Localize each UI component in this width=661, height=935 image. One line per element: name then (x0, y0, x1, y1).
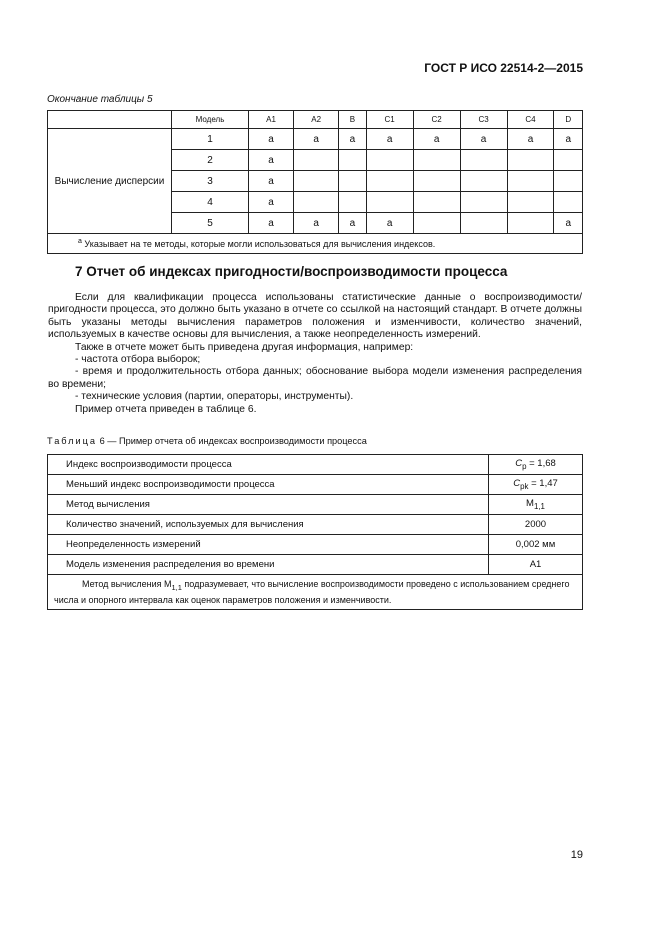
table-cell: a (507, 129, 554, 150)
table6-label: Неопределенность измерений (48, 535, 489, 555)
table-cell: a (366, 213, 413, 234)
table5-continuation-caption: Окончание таблицы 5 (47, 94, 153, 105)
table6-caption-word: Таблица (47, 436, 98, 446)
table-cell (460, 171, 507, 192)
table-cell (339, 192, 366, 213)
table-cell (366, 171, 413, 192)
table6-value: $M_{1,1}$ (489, 495, 583, 515)
table5-model-cell: 3 (172, 171, 249, 192)
table5-column-header: D (554, 111, 583, 129)
table6-value: 0,002 мм (489, 535, 583, 555)
table-cell (507, 150, 554, 171)
table-cell: a (249, 213, 294, 234)
table-cell (413, 171, 460, 192)
document-header: ГОСТ Р ИСО 22514-2—2015 (424, 61, 583, 75)
table-cell (460, 192, 507, 213)
table6-value: A1 (489, 555, 583, 575)
table6-label: Индекс воспроизводимости процесса (48, 455, 489, 475)
table-cell: a (294, 213, 339, 234)
table-cell (460, 150, 507, 171)
table-cell: a (249, 192, 294, 213)
table5-column-header: A2 (294, 111, 339, 129)
table6-note-row (48, 575, 583, 610)
table-cell (339, 171, 366, 192)
table-row (48, 555, 583, 575)
table6-value: $C_p = 1,68$ (489, 455, 583, 475)
table-cell (554, 192, 583, 213)
table-cell (294, 150, 339, 171)
table-row (48, 455, 583, 475)
table-5 (47, 110, 583, 254)
table6-note: Метод вычисления $M_{1,1}$ подразумевает, что вычисление воспроизводимости проведено с использованием среднего числа и опорного интервала как оценок параметров положения и изменчивости. (48, 575, 583, 610)
list-item: - технические условия (партии, операторы, инструменты). (75, 391, 354, 403)
table5-row-label: Вычисление дисперсии (48, 129, 172, 234)
table-cell (507, 171, 554, 192)
table-cell (366, 150, 413, 171)
table-cell (413, 213, 460, 234)
table-row (48, 129, 583, 150)
table-cell (507, 192, 554, 213)
table6-value: 2000 (489, 515, 583, 535)
table-cell (413, 192, 460, 213)
table-6 (47, 454, 583, 610)
footnote-mark: a (78, 238, 82, 245)
table-cell (554, 150, 583, 171)
table-cell (294, 171, 339, 192)
section-7-paragraph-1: Если для квалификации процесса использованы статистические данные о воспроизводимости/пригодности процесса, это должно быть указано в отчете со ссылкой на настоящий стандарт. В отчете должны быть указаны методы вычисления параметров положения и изменчивости, количество значений, используемых в качестве основы для вычисления, а также неопределенность измерений. (48, 292, 582, 341)
table-cell: a (249, 129, 294, 150)
section-7-paragraph-2: Также в отчете может быть приведена другая информация, например: (75, 341, 414, 353)
table-row (48, 495, 583, 515)
table-row (48, 475, 583, 495)
page-number: 19 (570, 849, 583, 861)
table5-footnote (48, 234, 583, 254)
table5-footnote-row (48, 234, 583, 254)
table-cell (294, 192, 339, 213)
table-cell: a (413, 129, 460, 150)
table-cell: a (249, 150, 294, 171)
table5-column-header: C2 (413, 111, 460, 129)
table6-label: Модель изменения распределения во времени (48, 555, 489, 575)
table-cell (366, 192, 413, 213)
table-cell: a (366, 129, 413, 150)
table5-model-cell: 5 (172, 213, 249, 234)
table-cell: a (249, 171, 294, 192)
table-row (48, 535, 583, 555)
list-item: - частота отбора выборок; (75, 354, 201, 366)
table5-column-header: C3 (460, 111, 507, 129)
table6-label: Метод вычисления (48, 495, 489, 515)
table-cell: a (554, 129, 583, 150)
table-cell: a (339, 213, 366, 234)
list-item: - время и продолжительность отбора данных; обоснование выбора модели изменения распределения во времени; (48, 366, 582, 390)
table5-column-header: C4 (507, 111, 554, 129)
table5-corner-cell (48, 111, 172, 129)
table-cell (413, 150, 460, 171)
table6-caption (47, 436, 367, 446)
table-cell: a (339, 129, 366, 150)
section-7-paragraph-3: Пример отчета приведен в таблице 6. (75, 403, 257, 415)
table-cell (339, 150, 366, 171)
table-cell: a (460, 129, 507, 150)
section-7-body (48, 292, 582, 416)
table5-column-header: A1 (249, 111, 294, 129)
table-cell (507, 213, 554, 234)
table5-model-header: Модель (172, 111, 249, 129)
section-7-heading: 7 Отчет об индексах пригодности/воспроизводимости процесса (75, 264, 508, 279)
table5-header-row (48, 111, 583, 129)
table5-model-cell: 1 (172, 129, 249, 150)
table-cell: a (554, 213, 583, 234)
table-cell: a (294, 129, 339, 150)
table-cell (460, 213, 507, 234)
table5-column-header: B (339, 111, 366, 129)
table5-model-cell: 4 (172, 192, 249, 213)
table5-column-header: C1 (366, 111, 413, 129)
table-cell (554, 171, 583, 192)
table6-label: Количество значений, используемых для вычисления (48, 515, 489, 535)
footnote-text: Указывает на те методы, которые могли использоваться для вычисления индексов. (81, 239, 436, 249)
table6-label: Меньший индекс воспроизводимости процесса (48, 475, 489, 495)
table6-caption-text: 6 — Пример отчета об индексах воспроизводимости процесса (97, 436, 367, 446)
table6-value: $C_{pk} = 1,47$ (489, 475, 583, 495)
table-row (48, 515, 583, 535)
table5-model-cell: 2 (172, 150, 249, 171)
